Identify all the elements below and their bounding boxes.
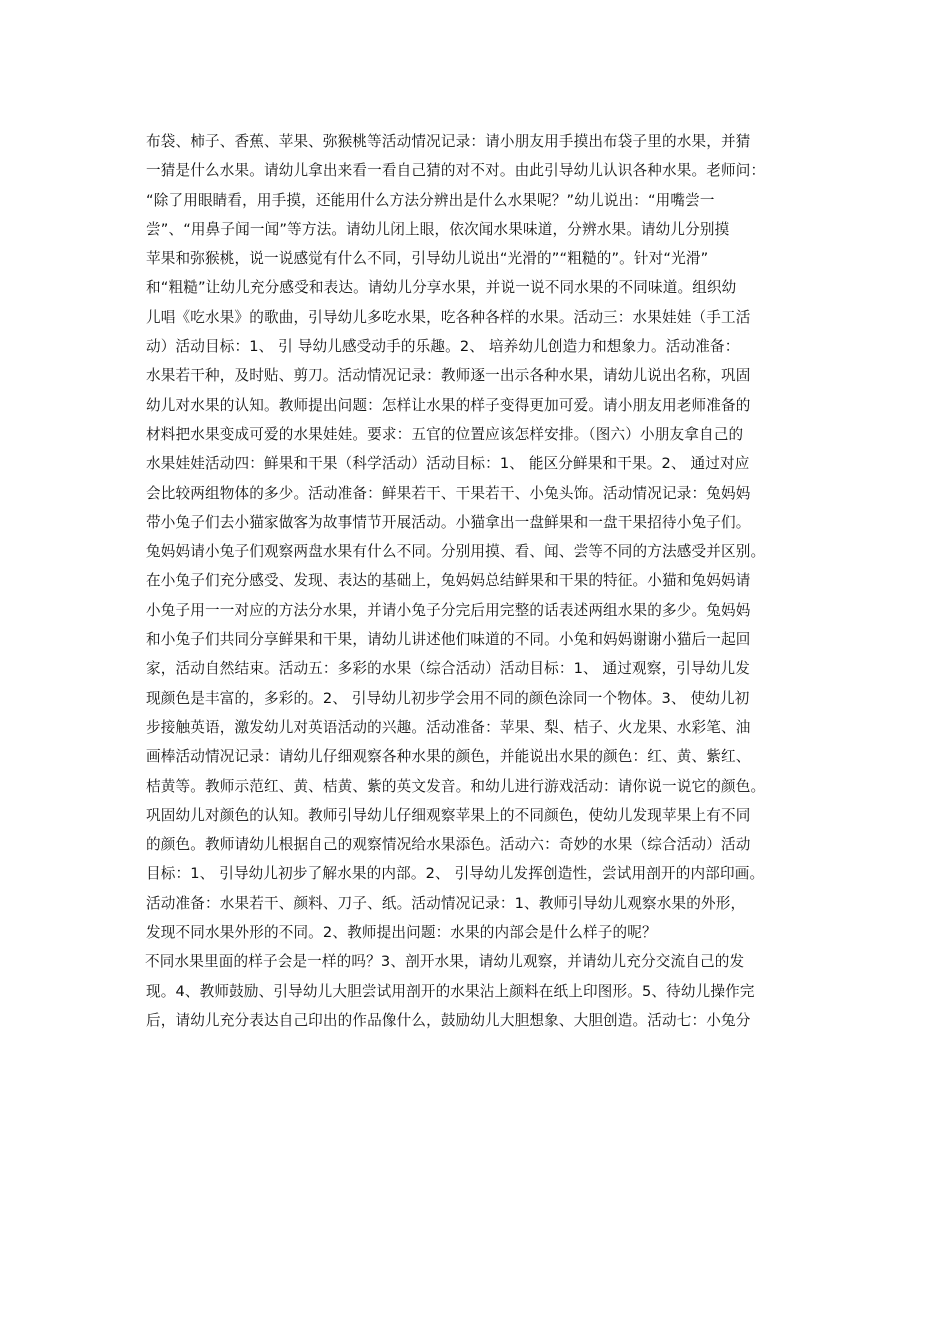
text-line-28: 发现不同水果外形的不同。2、教师提出问题：水果的内部会是什么样子的呢？ xyxy=(146,924,657,942)
text-line-3: “除了用眼睛看，用手摸，还能用什么方法分辨出是什么水果呢？”幼儿说出：“用嘴尝一 xyxy=(146,191,715,209)
text-line-15: 兔妈妈请小兔子们观察两盘水果有什么不同。分别用摸、看、闻、尝等不同的方法感受并区别。 xyxy=(146,543,766,561)
text-line-30: 现。4、教师鼓励、引导幼儿大胆尝试用剖开的水果沾上颜料在纸上印图形。5、待幼儿操作完 xyxy=(146,982,755,1000)
text-line-26: 目标：1、 引导幼儿初步了解水果的内部。2、 引导幼儿发挥创造性，尝试用剖开的内部印画。 xyxy=(146,865,765,883)
text-line-27: 活动准备：水果若干、颜料、刀子、纸。活动情况记录：1、教师引导幼儿观察水果的外形， xyxy=(146,894,746,912)
text-line-2: 一猜是什么水果。请幼儿拿出来看一看自己猜的对不对。由此引导幼儿认识各种水果。老师问： xyxy=(146,162,766,180)
text-line-16: 在小兔子们充分感受、发现、表达的基础上，兔妈妈总结鲜果和干果的特征。小猫和兔妈妈请 xyxy=(146,572,751,590)
text-line-6: 和“粗糙”让幼儿充分感受和表达。请幼儿分享水果，并说一说不同水果的不同味道。组织幼 xyxy=(146,279,737,297)
text-line-13: 会比较两组物体的多少。活动准备：鲜果若干、干果若干、小兔头饰。活动情况记录：兔妈妈 xyxy=(146,484,751,502)
text-line-8: 动）活动目标：1、 引 导幼儿感受动手的乐趣。2、 培养幼儿创造力和想象力。活动准备： xyxy=(146,338,740,356)
text-line-20: 现颜色是丰富的，多彩的。2、 引导幼儿初步学会用不同的颜色涂同一个物体。3、 使幼儿初 xyxy=(146,689,750,707)
text-line-4: 尝”、“用鼻子闻一闻”等方法。请幼儿闭上眼，依次闻水果味道，分辨水果。请幼儿分别摸 xyxy=(146,220,730,238)
text-line-5: 苹果和弥猴桃，说一说感觉有什么不同，引导幼儿说出“光滑的”“粗糙的”。针对“光滑” xyxy=(146,250,709,268)
text-line-21: 步接触英语，激发幼儿对英语活动的兴趣。活动准备：苹果、梨、桔子、火龙果、水彩笔、油 xyxy=(146,718,751,736)
text-line-11: 材料把水果变成可爱的水果娃娃。要求：五官的位置应该怎样安排。（图六）小朋友拿自己的 xyxy=(146,425,744,443)
text-line-29: 不同水果里面的样子会是一样的吗？3、剖开水果，请幼儿观察，并请幼儿充分交流自己的发 xyxy=(145,953,745,971)
text-line-31: 后，请幼儿充分表达自己印出的作品像什么，鼓励幼儿大胆想象、大胆创造。活动七：小兔分 xyxy=(146,1011,751,1029)
body-text xyxy=(146,127,826,1035)
text-line-24: 巩固幼儿对颜色的认知。教师引导幼儿仔细观察苹果上的不同颜色，使幼儿发现苹果上有不同 xyxy=(146,806,751,824)
text-line-7: 儿唱《吃水果》的歌曲，引导幼儿多吃水果，吃各种各样的水果。活动三：水果娃娃（手工活 xyxy=(146,308,751,326)
text-line-12: 水果娃娃活动四：鲜果和干果（科学活动）活动目标：1、 能区分鲜果和干果。2、 通过对应 xyxy=(146,455,750,473)
text-line-22: 画棒活动情况记录：请幼儿仔细观察各种水果的颜色，并能说出水果的颜色：红、黄、紫红、 xyxy=(146,748,751,766)
text-line-10: 幼儿对水果的认知。教师提出问题：怎样让水果的样子变得更加可爱。请小朋友用老师准备的 xyxy=(146,396,751,414)
text-line-19: 家，活动自然结束。活动五：多彩的水果（综合活动）活动目标：1、 通过观察，引导幼儿发 xyxy=(146,660,750,678)
text-line-18: 和小兔子们共同分享鲜果和干果，请幼儿讲述他们味道的不同。小兔和妈妈谢谢小猫后一起回 xyxy=(146,631,751,649)
text-line-17: 小兔子用一一对应的方法分水果，并请小兔子分完后用完整的话表述两组水果的多少。兔妈妈 xyxy=(146,601,751,619)
text-line-9: 水果若干种，及时贴、剪刀。活动情况记录：教师逐一出示各种水果，请幼儿说出名称，巩固 xyxy=(146,367,751,385)
text-line-1: 布袋、柿子、香蕉、苹果、弥猴桃等活动情况记录：请小朋友用手摸出布袋子里的水果，并猜 xyxy=(146,133,751,150)
text-line-14: 带小兔子们去小猫家做客为故事情节开展活动。小猫拿出一盘鲜果和一盘干果招待小兔子们。 xyxy=(146,513,751,531)
text-line-23: 桔黄等。教师示范红、黄、桔黄、紫的英文发音。和幼儿进行游戏活动：请你说一说它的颜色。 xyxy=(146,777,766,795)
text-line-25: 的颜色。教师请幼儿根据自己的观察情况给水果添色。活动六：奇妙的水果（综合活动）活动 xyxy=(146,836,751,854)
